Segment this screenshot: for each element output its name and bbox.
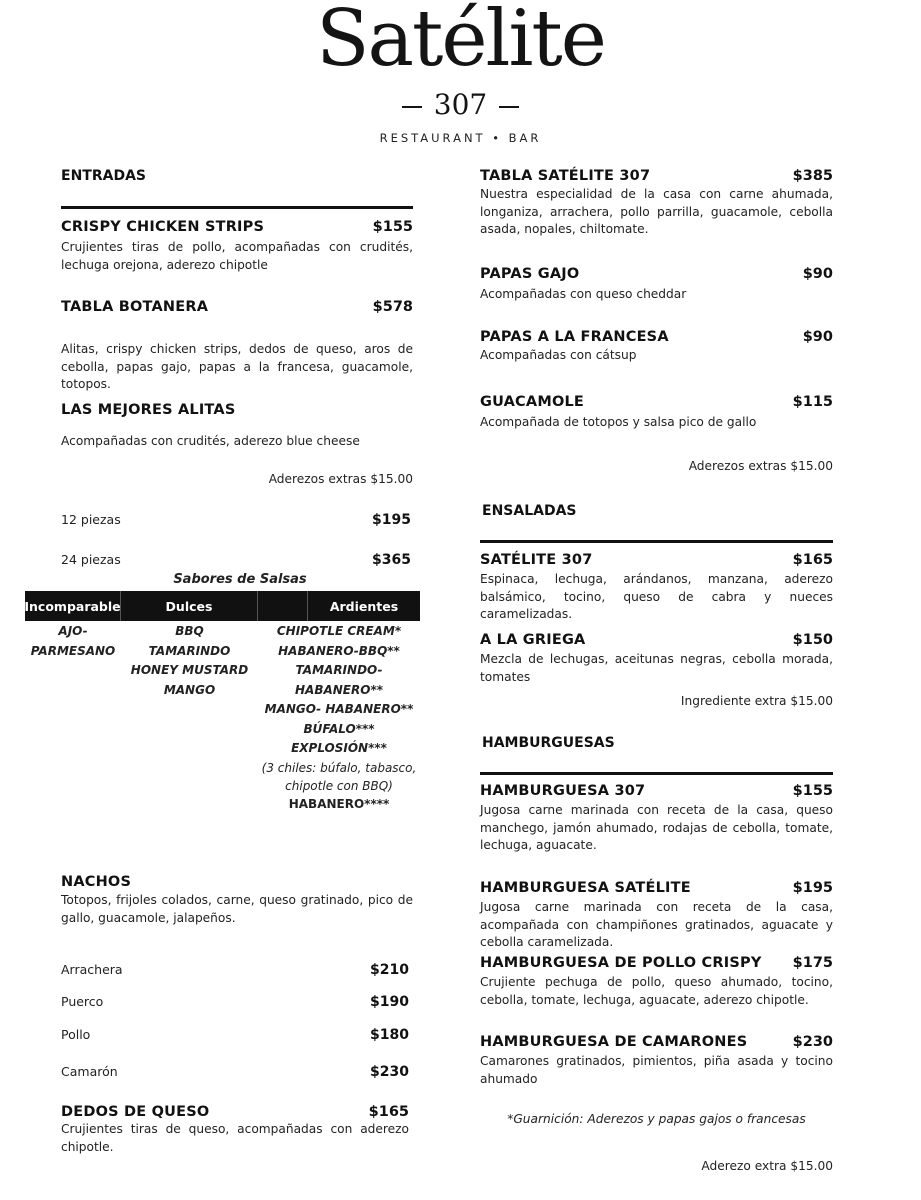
brand-logo-number — [0, 88, 921, 121]
item-description: Crujientes tiras de pollo, acompañadas con crudités, lechuga orejona, aderezo chipotle — [61, 240, 413, 272]
item-price: $150 — [792, 632, 833, 648]
item-name: PAPAS GAJO — [480, 266, 580, 282]
dash-right — [499, 106, 519, 108]
salsa-item: TAMARINDO — [148, 643, 231, 658]
salsas-title: Sabores de Salsas — [173, 572, 307, 587]
item-price: $230 — [792, 1034, 833, 1050]
item-name: HAMBURGUESA DE CAMARONES — [480, 1034, 748, 1050]
salsa-item: CHIPOTLE CREAM* — [276, 624, 402, 638]
note-aderezos-alitas: Aderezos extras $15.00 — [268, 472, 413, 486]
option-row-24-piezas — [61, 552, 411, 568]
item-price: $578 — [372, 299, 413, 315]
salsa-item: HABANERO**** — [288, 796, 390, 811]
item-name: HAMBURGUESA SATÉLITE — [480, 880, 691, 896]
item-name: DEDOS DE QUESO — [61, 1104, 210, 1120]
option-price: $190 — [370, 994, 409, 1010]
salsa-item: BBQ — [175, 624, 204, 638]
salsas-header-incomparable: Incomparable — [25, 591, 121, 621]
item-description: Crujientes tiras de queso, acompañadas con aderezo chipotle. — [61, 1122, 409, 1154]
item-price: $90 — [802, 266, 833, 282]
footnote-guarnicion: *Guarnición: Aderezos y papas gajos o francesas — [507, 1112, 806, 1126]
item-price: $155 — [372, 219, 413, 235]
item-name: TABLA BOTANERA — [61, 299, 209, 315]
item-description: Nuestra especialidad de la casa con carne ahumada, longaniza, arrachera, pollo parrilla, guacamole, cebolla asada, nopales, chiltomate. — [480, 187, 833, 236]
note-ingrediente-extra: Ingrediente extra $15.00 — [680, 694, 833, 708]
item-name: HAMBURGUESA DE POLLO CRISPY — [480, 955, 762, 971]
item-price: $115 — [792, 394, 833, 410]
menu-item-hamburguesa-camarones — [480, 1034, 833, 1088]
menu-item-papas-francesa — [480, 329, 833, 365]
item-description: Acompañadas con queso cheddar — [480, 287, 687, 301]
menu-item-ensalada-satelite — [480, 552, 833, 624]
option-price: $365 — [372, 552, 411, 568]
menu-item-guacamole — [480, 394, 833, 432]
menu-item-tabla-botanera — [61, 299, 413, 315]
item-name: TABLA SATÉLITE 307 — [480, 168, 651, 184]
salsa-note: (3 chiles: búfalo, tabasco, — [261, 760, 417, 775]
section-title-entradas: ENTRADAS — [61, 168, 146, 184]
item-description-alitas: Acompañadas con crudités, aderezo blue cheese — [61, 434, 360, 448]
menu-item-hamburguesa-pollo-crispy — [480, 955, 833, 1009]
note-aderezos-guacamole: Aderezos extras $15.00 — [688, 459, 833, 473]
item-price: $195 — [792, 880, 833, 896]
entradas-section — [61, 168, 413, 184]
item-description: Crujiente pechuga de pollo, queso ahumado, tocino, cebolla, tomate, lechuga, aguacate, aderezo chipotle. — [480, 975, 833, 1007]
item-name: CRISPY CHICKEN STRIPS — [61, 219, 265, 235]
item-name: LAS MEJORES ALITAS — [61, 402, 236, 418]
item-name: PAPAS A LA FRANCESA — [480, 329, 669, 345]
salsas-header-dulces: Dulces — [121, 591, 258, 621]
item-name: SATÉLITE 307 — [480, 552, 593, 568]
salsas-col-dulces — [121, 622, 258, 814]
item-price: $90 — [802, 329, 833, 345]
option-row-puerco — [61, 994, 409, 1010]
item-description: Acompañada de totopos y salsa pico de gallo — [480, 415, 757, 429]
item-description: Jugosa carne marinada con receta de la casa, queso manchego, jamón ahumado, rodajas de cebolla, tomate, lechuga, aguacate. — [480, 803, 833, 852]
menu-item-ensalada-griega — [480, 632, 833, 686]
item-price: $385 — [792, 168, 833, 184]
salsas-table-header — [25, 591, 420, 621]
salsa-item: MANGO- HABANERO** — [264, 702, 414, 716]
salsa-note: chipotle con BBQ) — [285, 778, 393, 793]
option-price: $195 — [372, 512, 411, 528]
option-label: 12 piezas — [61, 512, 121, 527]
dash-left — [402, 106, 422, 108]
option-row-arrachera — [61, 962, 409, 978]
divider-ensaladas — [480, 540, 833, 543]
menu-item-hamburguesa-satelite — [480, 880, 833, 952]
salsa-item: AJO- — [58, 624, 88, 638]
menu-item-crispy-chicken — [61, 219, 413, 274]
menu-item-tabla-satelite-307 — [480, 168, 833, 239]
salsa-item: HABANERO-BBQ** — [278, 643, 400, 658]
brand-tagline: RESTAURANT • BAR — [379, 131, 542, 145]
option-label: Arrachera — [61, 962, 123, 977]
salsas-col-ardientes — [258, 622, 420, 814]
option-price: $210 — [370, 962, 409, 978]
option-label: Pollo — [61, 1027, 91, 1042]
salsa-item: HONEY MUSTARD — [130, 663, 249, 677]
item-description: Jugosa carne marinada con receta de la casa, acompañada con champiñones gratinados, aguacate y cebolla caramelizada. — [480, 900, 833, 949]
section-title-hamburguesas: HAMBURGUESAS — [482, 735, 615, 751]
option-label: 24 piezas — [61, 552, 121, 567]
option-row-pollo — [61, 1027, 409, 1043]
item-description-tabla-botanera: Alitas, crispy chicken strips, dedos de queso, aros de cebolla, papas gajo, papas a la francesa, guacamole, totopos. — [61, 342, 413, 391]
salsas-header-ardientes: Ardientes — [329, 598, 399, 614]
brand-number-text: 307 — [433, 88, 488, 121]
menu-item-nachos — [61, 871, 413, 927]
item-description: Totopos, frijoles colados, carne, queso gratinado, pico de gallo, guacamole, jalapeños. — [61, 893, 413, 925]
option-price: $230 — [370, 1064, 409, 1080]
item-name: NACHOS — [61, 874, 132, 890]
item-price: $165 — [792, 552, 833, 568]
divider-hamburguesas — [480, 772, 833, 775]
option-price: $180 — [370, 1027, 409, 1043]
option-label: Camarón — [61, 1064, 118, 1079]
divider-entradas — [61, 206, 413, 209]
salsa-item: MANGO — [163, 682, 216, 697]
option-label: Puerco — [61, 994, 104, 1009]
brand-logo-name: Satélite — [316, 0, 605, 84]
salsas-table-body — [25, 622, 420, 814]
item-name: GUACAMOLE — [480, 394, 585, 410]
item-description: Camarones gratinados, pimientos, piña asada y tocino ahumado — [480, 1054, 833, 1086]
salsa-item: EXPLOSIÓN*** — [291, 741, 387, 755]
salsas-col-incomparable — [25, 622, 121, 814]
salsas-header-blank — [258, 591, 308, 621]
note-aderezo-extra: Aderezo extra $15.00 — [701, 1159, 833, 1173]
item-price: $175 — [792, 955, 833, 971]
item-description: Mezcla de lechugas, aceitunas negras, cebolla morada, tomates — [480, 652, 833, 684]
menu-item-hamburguesa-307 — [480, 783, 833, 855]
salsa-item: BÚFALO*** — [303, 721, 375, 736]
item-price: $155 — [792, 783, 833, 799]
option-row-12-piezas — [61, 512, 411, 528]
item-description: Espinaca, lechuga, arándanos, manzana, aderezo balsámico, tocino, queso de cabra y nueces caramelizadas. — [480, 572, 833, 621]
item-name: HAMBURGUESA 307 — [480, 783, 646, 799]
menu-item-papas-gajo — [480, 266, 833, 304]
item-description: Acompañadas con cátsup — [480, 348, 637, 362]
salsa-item: TAMARINDO-HABANERO** — [295, 663, 383, 697]
menu-item-alitas — [61, 399, 413, 418]
option-row-camaron — [61, 1064, 409, 1080]
item-name: A LA GRIEGA — [480, 632, 586, 648]
item-price: $165 — [368, 1104, 409, 1120]
salsa-item: PARMESANO — [30, 643, 116, 658]
section-title-ensaladas: ENSALADAS — [482, 503, 577, 519]
menu-item-dedos-de-queso — [61, 1104, 409, 1156]
